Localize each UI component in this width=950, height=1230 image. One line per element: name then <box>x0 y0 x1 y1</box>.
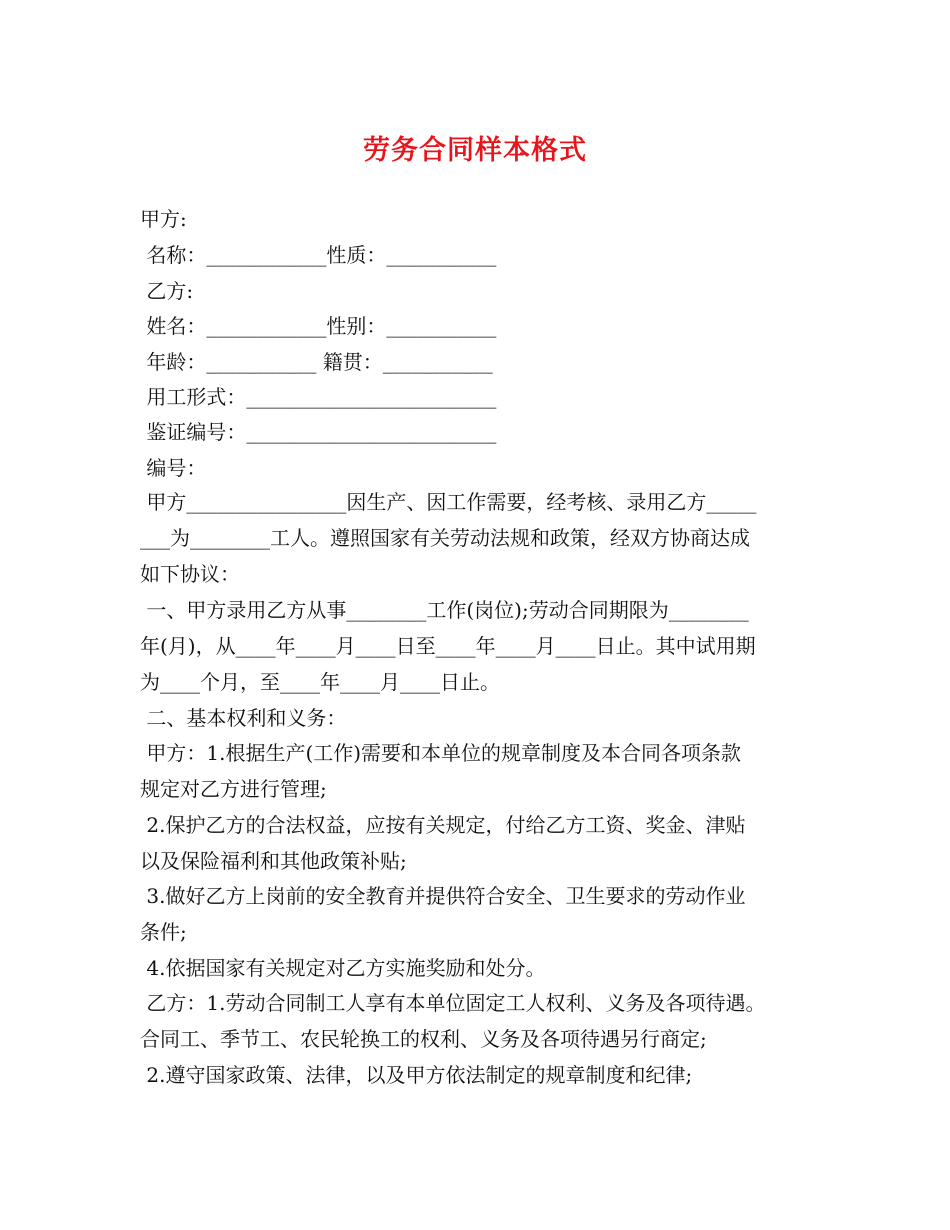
body-line: 合同工、季节工、农民轮换工的权利、义务及各项待遇另行商定; <box>140 1027 707 1051</box>
age-origin-line: 年龄：___________ 籍贯：___________ <box>140 350 493 374</box>
document-title: 劳务合同样本格式 <box>363 135 587 166</box>
body-line: 如下协议： <box>140 562 240 586</box>
name-gender-line: 姓名：____________性别：___________ <box>140 314 497 338</box>
body-line: 为____个月，至____年____月____日止。 <box>140 670 500 694</box>
body-line: 年(月)，从____年____月____日至____年____月____日止。其中试用期 <box>140 634 756 658</box>
body-line: 2.遵守国家政策、法律，以及甲方依法制定的规章制度和纪律; <box>140 1063 693 1087</box>
body-line: 3.做好乙方上岗前的安全教育并提供符合安全、卫生要求的劳动作业 <box>140 884 746 908</box>
body-line: 乙方：1.劳动合同制工人享有本单位固定工人权利、义务及各项待遇。 <box>140 991 766 1015</box>
body-line: 条件; <box>140 920 187 944</box>
body-line: 2.保护乙方的合法权益，应按有关规定，付给乙方工资、奖金、津贴 <box>140 813 746 837</box>
body-line: ___为________工人。遵照国家有关劳动法规和政策，经双方协商达成 <box>140 526 750 550</box>
body-line: 规定对乙方进行管理; <box>140 777 327 801</box>
employment-form-line: 用工形式：_________________________ <box>140 385 497 409</box>
body-line: 4.依据国家有关规定对乙方实施奖励和处分。 <box>140 956 546 980</box>
body-line: 以及保险福利和其他政策补贴; <box>140 849 407 873</box>
number-line: 编号： <box>140 456 207 480</box>
party-a-heading: 甲方: <box>140 207 187 231</box>
certification-number-line: 鉴证编号：_________________________ <box>140 420 497 444</box>
body-line: 甲方________________因生产、因工作需要，经考核、录用乙方_____ <box>140 490 757 514</box>
body-line: 甲方：1.根据生产(工作)需要和本单位的规章制度及本合同各项条款 <box>140 741 742 765</box>
name-nature-line: 名称：____________性质：___________ <box>140 243 497 267</box>
clause-two-heading: 二、基本权利和义务： <box>140 706 347 730</box>
party-b-heading: 乙方: <box>140 279 194 303</box>
clause-one-line: 一、甲方录用乙方从事________工作(岗位);劳动合同期限为________ <box>140 598 749 622</box>
